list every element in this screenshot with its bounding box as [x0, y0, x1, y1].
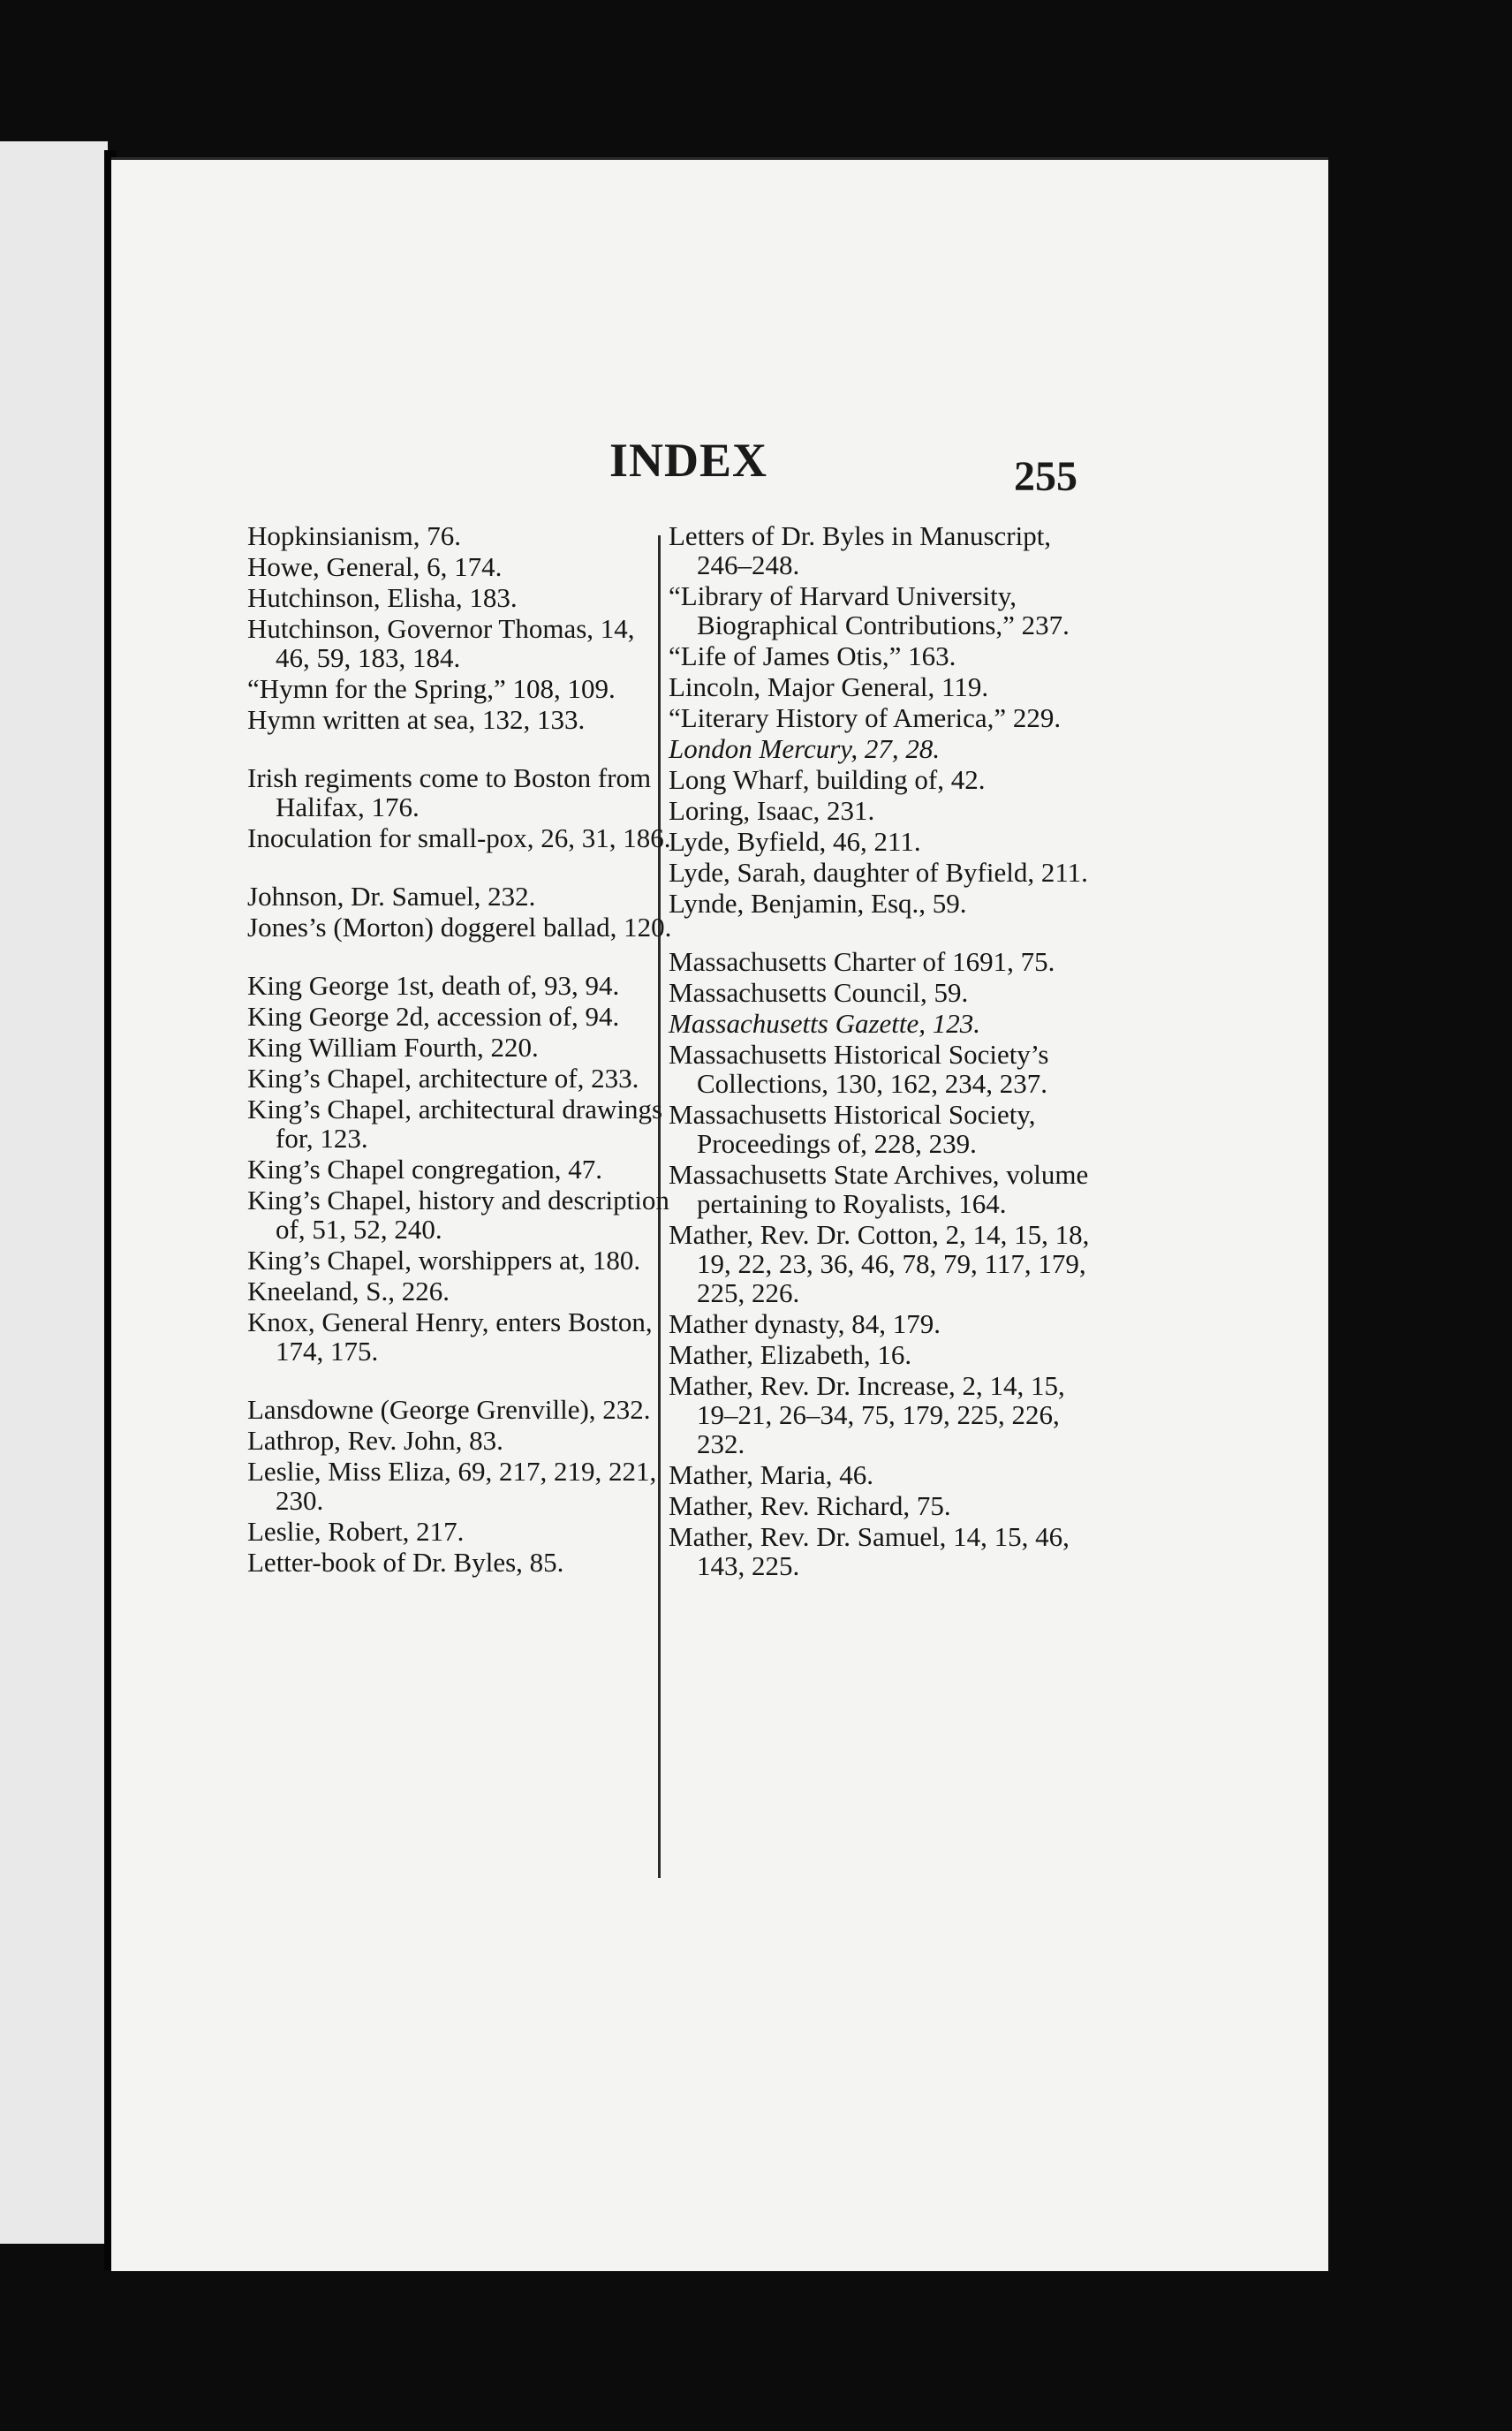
index-entry: “Library of Harvard University, Biographical Contributions,” 237.: [669, 580, 1070, 640]
index-entry: King’s Chapel congregation, 47.: [247, 1154, 603, 1185]
index-entry: Mather, Rev. Dr. Cotton, 2, 14, 15, 18, 19, 22, 23, 36, 46, 78, 79, 117, 179, 225, 226.: [669, 1219, 1090, 1308]
index-entry: Massachusetts State Archives, volume pertaining to Royalists, 164.: [669, 1159, 1089, 1219]
page-number: 255: [1014, 453, 1077, 500]
index-entry: Hopkinsianism, 76.: [247, 520, 461, 551]
index-entry: Inoculation for small-pox, 26, 31, 186.: [247, 822, 671, 853]
index-entry: Long Wharf, building of, 42.: [669, 764, 986, 795]
index-entry: King William Fourth, 220.: [247, 1032, 539, 1063]
index-entry: King’s Chapel, architecture of, 233.: [247, 1063, 639, 1094]
index-entry: Mather, Rev. Dr. Samuel, 14, 15, 46, 143, 225.: [669, 1521, 1070, 1581]
index-column-right: [669, 521, 1100, 1582]
index-entry: London Mercury, 27, 28.: [669, 733, 941, 764]
index-entry: Mather, Maria, 46.: [669, 1459, 874, 1490]
index-entry: Mather, Elizabeth, 16.: [669, 1339, 912, 1370]
index-entry: Letters of Dr. Byles in Manuscript, 246–248.: [669, 520, 1052, 580]
index-entry: Mather, Rev. Dr. Increase, 2, 14, 15, 19–21, 26–34, 75, 179, 225, 226, 232.: [669, 1370, 1065, 1459]
index-entry: King’s Chapel, architectural drawings for, 123.: [247, 1094, 663, 1154]
index-entry: Mather, Rev. Richard, 75.: [669, 1490, 951, 1521]
page-title: INDEX: [609, 434, 768, 487]
index-entry: Loring, Isaac, 231.: [669, 795, 875, 826]
index-entry: Massachusetts Historical Society, Proceedings of, 228, 239.: [669, 1099, 1036, 1159]
index-entry: Knox, General Henry, enters Boston, 174, 175.: [247, 1306, 653, 1367]
index-entry: Massachusetts Historical Society’s Collections, 130, 162, 234, 237.: [669, 1039, 1049, 1099]
index-entry: Massachusetts Council, 59.: [669, 977, 969, 1008]
facing-page-edge: [0, 141, 108, 2244]
index-entry: Lincoln, Major General, 119.: [669, 671, 989, 702]
index-entry: Jones’s (Morton) doggerel ballad, 120.: [247, 912, 672, 943]
index-entry: King’s Chapel, history and description of, 51, 52, 240.: [247, 1185, 669, 1245]
index-entry: “Life of James Otis,” 163.: [669, 640, 956, 671]
index-entry: Kneeland, S., 226.: [247, 1276, 450, 1306]
index-entry: Hutchinson, Elisha, 183.: [247, 582, 518, 613]
index-entry: Letter-book of Dr. Byles, 85.: [247, 1547, 564, 1578]
index-entry: Hutchinson, Governor Thomas, 14, 46, 59, 183, 184.: [247, 613, 635, 673]
index-entry: Irish regiments come to Boston from Halifax, 176.: [247, 762, 652, 822]
index-entry: Lyde, Byfield, 46, 211.: [669, 826, 921, 857]
index-column-left: [247, 521, 676, 1579]
index-entry: “Literary History of America,” 229.: [669, 702, 1062, 733]
index-entry: King George 1st, death of, 93, 94.: [247, 970, 620, 1001]
index-entry: King’s Chapel, worshippers at, 180.: [247, 1245, 641, 1276]
index-entry: Lynde, Benjamin, Esq., 59.: [669, 888, 967, 919]
index-entry: “Hymn for the Spring,” 108, 109.: [247, 673, 616, 704]
index-entry: King George 2d, accession of, 94.: [247, 1001, 620, 1032]
index-entry: Lyde, Sarah, daughter of Byfield, 211.: [669, 857, 1088, 888]
index-entry: Howe, General, 6, 174.: [247, 551, 503, 582]
index-entry: Leslie, Robert, 217.: [247, 1516, 465, 1547]
index-entry: Lansdowne (George Grenville), 232.: [247, 1394, 651, 1425]
index-entry: Leslie, Miss Eliza, 69, 217, 219, 221, 230.: [247, 1456, 657, 1516]
index-entry: Mather dynasty, 84, 179.: [669, 1308, 941, 1339]
index-entry: Johnson, Dr. Samuel, 232.: [247, 881, 536, 912]
index-entry: Massachusetts Gazette, 123.: [669, 1008, 981, 1039]
index-entry: Lathrop, Rev. John, 83.: [247, 1425, 503, 1456]
index-entry: Hymn written at sea, 132, 133.: [247, 704, 586, 735]
index-entry: Massachusetts Charter of 1691, 75.: [669, 946, 1055, 977]
